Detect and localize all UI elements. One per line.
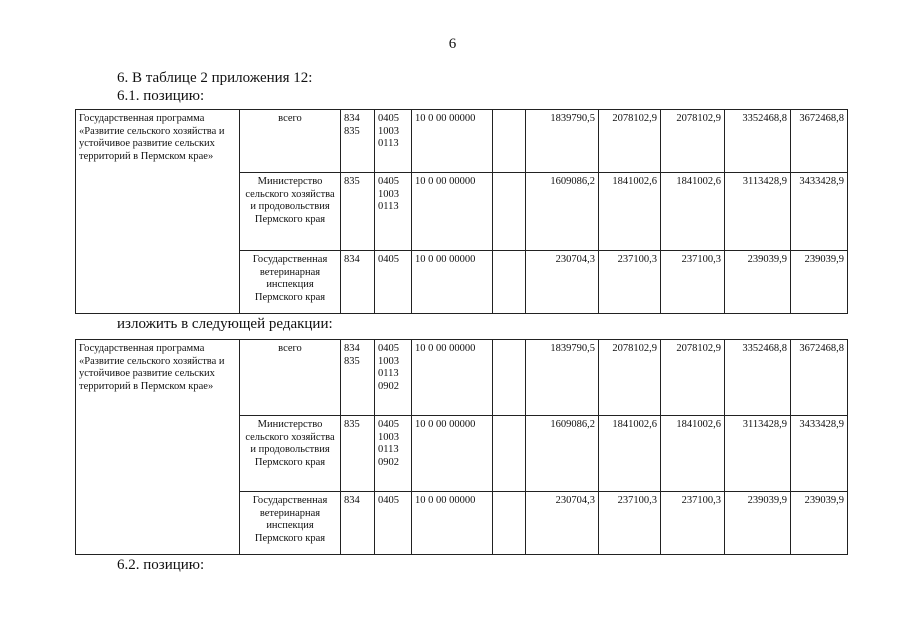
instruction-text: изложить в следующей редакции: (117, 316, 333, 332)
target-article-cell: 10 0 00 00000 (412, 416, 493, 492)
amount-cell: 1609086,2 (526, 173, 599, 251)
amount-cell: 1841002,6 (599, 173, 661, 251)
amount-cell: 2078102,9 (599, 340, 661, 416)
expense-type-cell (493, 251, 526, 314)
section-code-cell: 0405 (375, 251, 412, 314)
amount-cell: 2078102,9 (599, 110, 661, 173)
amount-cell: 3672468,8 (791, 110, 848, 173)
admin-code-cell: 834 835 (341, 340, 375, 416)
amount-cell: 1839790,5 (526, 110, 599, 173)
amount-cell: 2078102,9 (661, 110, 725, 173)
admin-code-cell: 834 (341, 492, 375, 555)
amount-cell: 239039,9 (725, 492, 791, 555)
admin-code-cell: 834 (341, 251, 375, 314)
amount-cell: 3352468,8 (725, 340, 791, 416)
amount-cell: 3433428,9 (791, 173, 848, 251)
expense-type-cell (493, 492, 526, 555)
expense-type-cell (493, 416, 526, 492)
amount-cell: 1609086,2 (526, 416, 599, 492)
target-article-cell: 10 0 00 00000 (412, 110, 493, 173)
amount-cell: 230704,3 (526, 492, 599, 555)
amount-cell: 237100,3 (661, 251, 725, 314)
admin-code-cell: 835 (341, 173, 375, 251)
amount-cell: 239039,9 (791, 251, 848, 314)
expense-type-cell (493, 110, 526, 173)
amount-cell: 3672468,8 (791, 340, 848, 416)
recipient-cell: Министерство сельского хозяйства и продовольствия Пермского края (240, 173, 341, 251)
target-article-cell: 10 0 00 00000 (412, 173, 493, 251)
recipient-cell: Министерство сельского хозяйства и продовольствия Пермского края (240, 416, 341, 492)
amount-cell: 239039,9 (725, 251, 791, 314)
amount-cell: 237100,3 (599, 251, 661, 314)
amount-cell: 1841002,6 (599, 416, 661, 492)
amount-cell: 1839790,5 (526, 340, 599, 416)
section-code-cell: 0405 1003 0113 0902 (375, 340, 412, 416)
program-name-cell: Государственная программа «Развитие сельского хозяйства и устойчивое развитие сельских территорий в Пермском крае» (76, 340, 240, 555)
amount-cell: 237100,3 (661, 492, 725, 555)
amount-cell: 3113428,9 (725, 416, 791, 492)
recipient-cell: всего (240, 340, 341, 416)
target-article-cell: 10 0 00 00000 (412, 251, 493, 314)
budget-table-revised (75, 339, 848, 555)
budget-table-current (75, 109, 848, 314)
recipient-cell: Государственная ветеринарная инспекция Пермского края (240, 492, 341, 555)
program-name-cell: Государственная программа «Развитие сельского хозяйства и устойчивое развитие сельских территорий в Пермском крае» (76, 110, 240, 314)
table-row (76, 110, 848, 173)
page-number: 6 (448, 36, 457, 52)
amount-cell: 2078102,9 (661, 340, 725, 416)
target-article-cell: 10 0 00 00000 (412, 340, 493, 416)
amount-cell: 237100,3 (599, 492, 661, 555)
section-code-cell: 0405 1003 0113 0902 (375, 416, 412, 492)
section-heading: 6. В таблице 2 приложения 12: (117, 70, 313, 86)
expense-type-cell (493, 173, 526, 251)
amount-cell: 3352468,8 (725, 110, 791, 173)
admin-code-cell: 834 835 (341, 110, 375, 173)
table-row (76, 340, 848, 416)
section-code-cell: 0405 (375, 492, 412, 555)
amount-cell: 1841002,6 (661, 173, 725, 251)
subsection-heading-2: 6.2. позицию: (117, 557, 205, 573)
amount-cell: 3433428,9 (791, 416, 848, 492)
expense-type-cell (493, 340, 526, 416)
recipient-cell: всего (240, 110, 341, 173)
section-code-cell: 0405 1003 0113 (375, 110, 412, 173)
section-code-cell: 0405 1003 0113 (375, 173, 412, 251)
target-article-cell: 10 0 00 00000 (412, 492, 493, 555)
admin-code-cell: 835 (341, 416, 375, 492)
recipient-cell: Государственная ветеринарная инспекция Пермского края (240, 251, 341, 314)
subsection-heading: 6.1. позицию: (117, 88, 205, 104)
amount-cell: 230704,3 (526, 251, 599, 314)
amount-cell: 1841002,6 (661, 416, 725, 492)
amount-cell: 3113428,9 (725, 173, 791, 251)
amount-cell: 239039,9 (791, 492, 848, 555)
